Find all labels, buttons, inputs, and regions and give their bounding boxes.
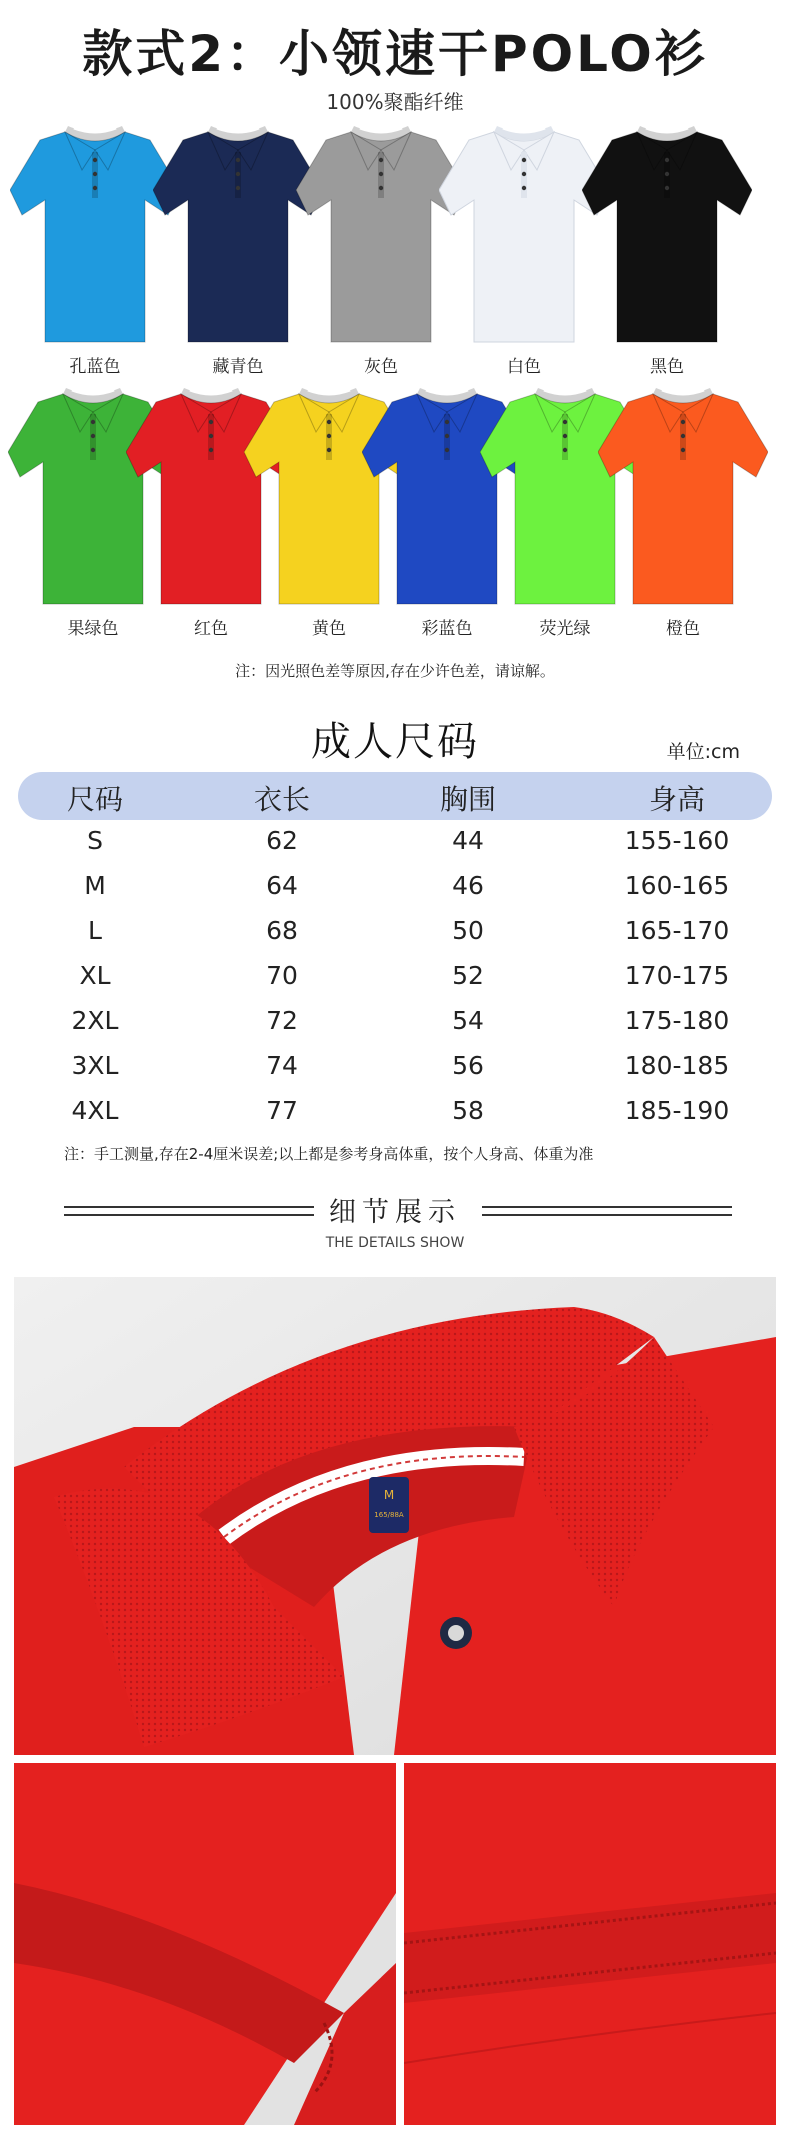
size-label-spec: 165/88A xyxy=(374,1511,404,1519)
size-unit: 单位:cm xyxy=(666,741,740,763)
color-label: 孔蓝色 xyxy=(69,357,121,377)
color-label: 黑色 xyxy=(650,357,684,377)
color-row-1 xyxy=(0,120,790,377)
header-height: 身高 xyxy=(648,783,705,816)
table-cell: 180-185 xyxy=(624,1051,730,1080)
table-cell: 52 xyxy=(452,961,484,990)
table-cell: 70 xyxy=(266,961,298,990)
color-label: 彩蓝色 xyxy=(421,619,473,639)
table-row xyxy=(0,916,790,960)
table-cell: 62 xyxy=(266,826,298,855)
table-cell: 68 xyxy=(266,916,298,945)
material-subtitle: 100%聚酯纤维 xyxy=(326,90,464,114)
table-cell: 2XL xyxy=(71,1006,119,1035)
details-title: 细节展示 xyxy=(329,1197,461,1228)
table-cell: 165-170 xyxy=(624,916,730,945)
header-length: 衣长 xyxy=(253,783,310,816)
color-label: 黄色 xyxy=(312,619,346,639)
table-row xyxy=(0,961,790,1005)
table-cell: XL xyxy=(79,961,111,990)
color-label: 红色 xyxy=(194,619,228,639)
table-cell: 160-165 xyxy=(624,871,730,900)
table-cell: 54 xyxy=(452,1006,484,1035)
color-note: 注：因光照色差等原因,存在少许色差，请谅解。 xyxy=(235,662,555,680)
collar-detail-photo xyxy=(14,1277,776,1755)
shirt-r2-5 xyxy=(598,382,768,607)
size-label-letter: M xyxy=(383,1488,395,1502)
table-cell: 64 xyxy=(266,871,298,900)
table-cell: 185-190 xyxy=(624,1096,730,1125)
table-cell: 46 xyxy=(452,871,484,900)
color-label: 橙色 xyxy=(666,619,700,639)
size-table-header xyxy=(18,772,772,820)
table-cell: S xyxy=(87,826,103,855)
table-row xyxy=(0,1096,790,1140)
table-cell: 74 xyxy=(266,1051,298,1080)
table-cell: 155-160 xyxy=(624,826,730,855)
size-chart-title: 成人尺码 xyxy=(311,719,479,765)
table-cell: 175-180 xyxy=(624,1006,730,1035)
color-label: 白色 xyxy=(507,357,541,377)
shirt-r1-4 xyxy=(582,120,752,345)
color-label: 灰色 xyxy=(364,357,398,377)
table-row xyxy=(0,871,790,915)
table-cell: 56 xyxy=(452,1051,484,1080)
sleeve-detail-photo xyxy=(14,1763,396,2125)
table-cell: M xyxy=(84,871,106,900)
header-chest: 胸围 xyxy=(439,783,496,816)
table-cell: 3XL xyxy=(71,1051,119,1080)
details-subtitle: THE DETAILS SHOW xyxy=(325,1235,465,1251)
table-row xyxy=(0,826,790,870)
color-row-2 xyxy=(0,382,790,639)
header-size: 尺码 xyxy=(66,783,123,816)
table-cell: 44 xyxy=(452,826,484,855)
hem-detail-photo xyxy=(404,1763,776,2125)
table-cell: 72 xyxy=(266,1006,298,1035)
table-cell: 170-175 xyxy=(624,961,730,990)
table-cell: 77 xyxy=(266,1096,298,1125)
page-title: 款式2：小领速干POLO衫 xyxy=(82,25,708,83)
color-label: 果绿色 xyxy=(67,619,119,639)
table-cell: 4XL xyxy=(71,1096,119,1125)
table-row xyxy=(0,1051,790,1095)
color-label: 荧光绿 xyxy=(539,619,591,639)
size-note: 注：手工测量,存在2-4厘米误差;以上都是参考身高体重，按个人身高、体重为准 xyxy=(64,1145,594,1163)
table-cell: L xyxy=(88,916,102,945)
table-cell: 58 xyxy=(452,1096,484,1125)
table-cell: 50 xyxy=(452,916,484,945)
color-label: 藏青色 xyxy=(212,357,264,377)
table-row xyxy=(0,1006,790,1050)
